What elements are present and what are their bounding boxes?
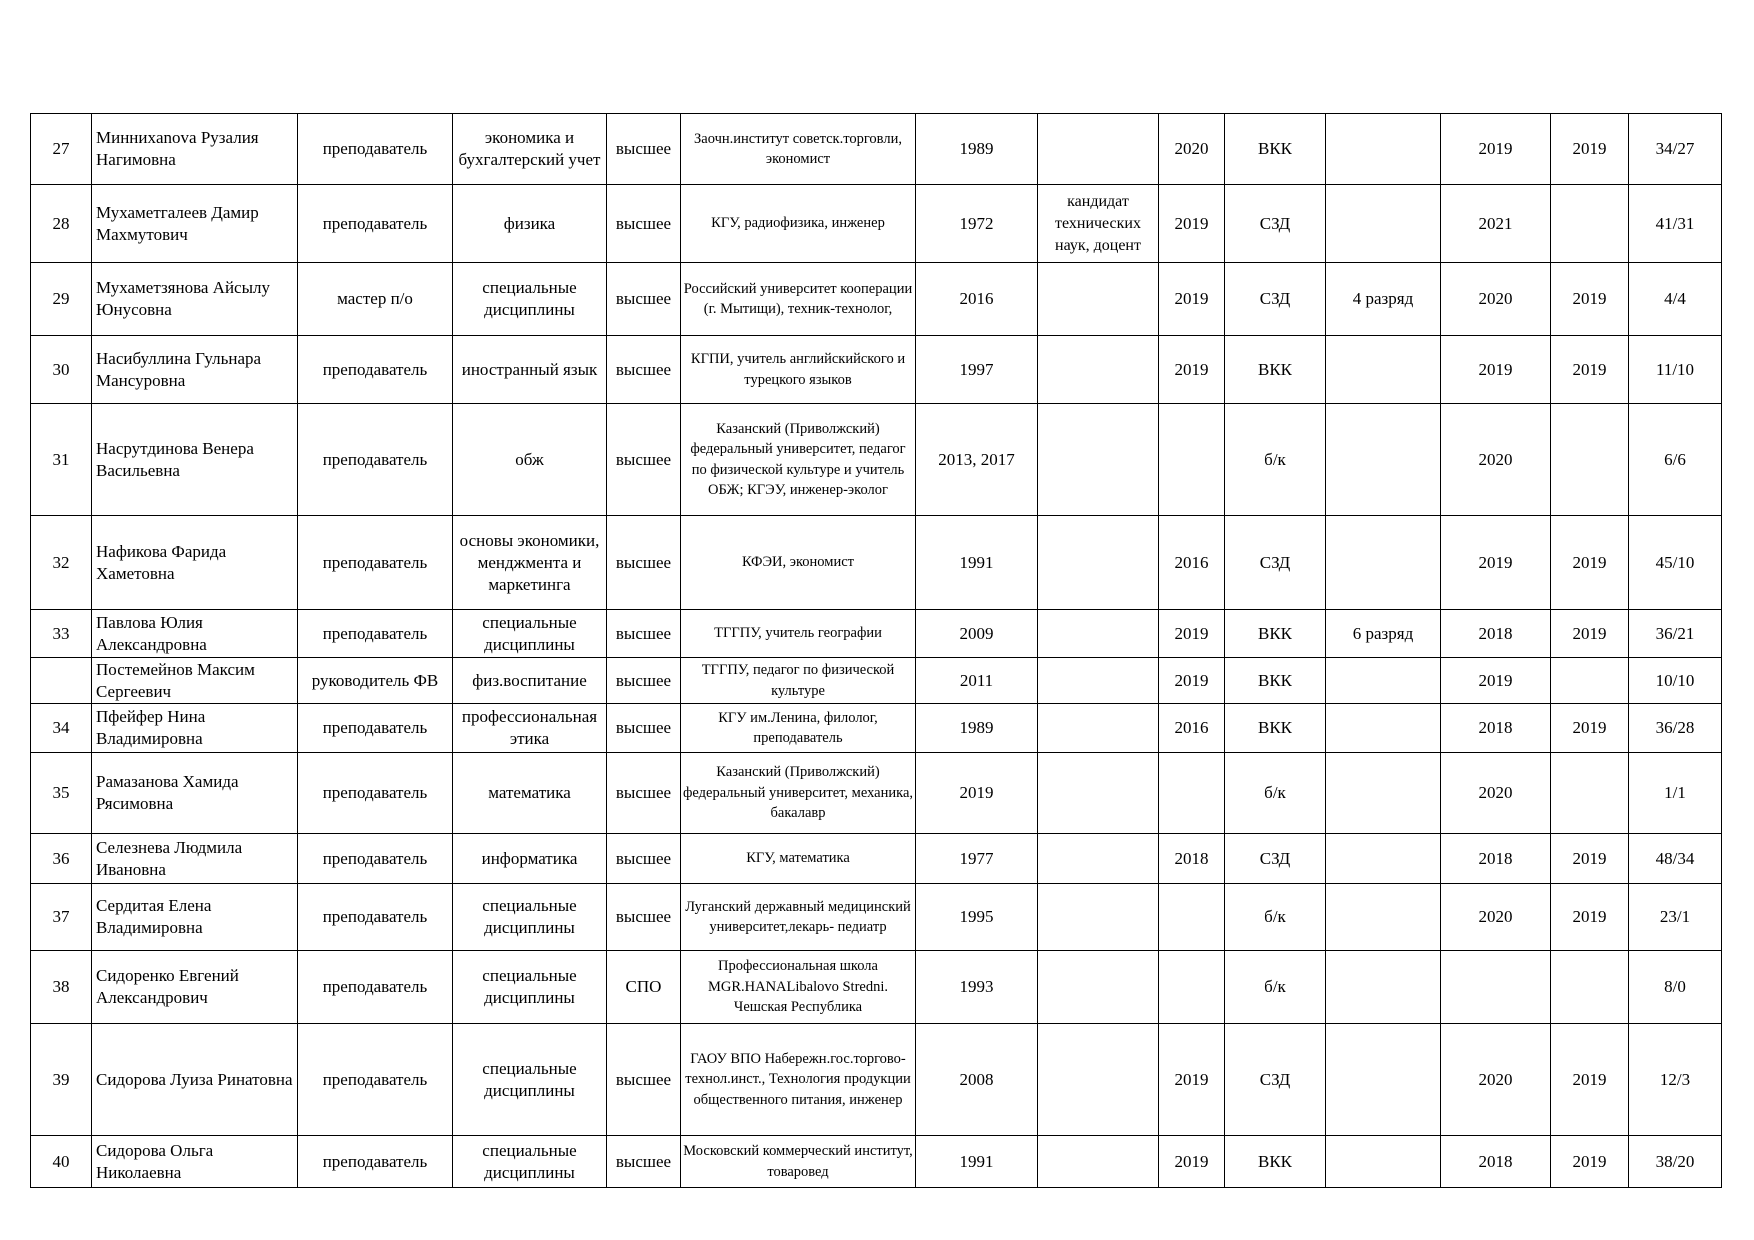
- category-year-cell: 2019: [1159, 185, 1225, 263]
- table-row: [31, 658, 1722, 704]
- training-year-cell: 2018: [1441, 834, 1551, 884]
- row-number-cell: 32: [31, 516, 92, 610]
- education-level-cell: высшее: [607, 1024, 681, 1136]
- position-cell: преподаватель: [298, 834, 453, 884]
- experience-cell: 38/20: [1629, 1136, 1722, 1188]
- graduation-year-cell: 1993: [916, 951, 1038, 1024]
- graduation-year-cell: 1997: [916, 336, 1038, 404]
- institution-cell: КГУ им.Ленина, филолог, преподаватель: [681, 704, 916, 753]
- position-cell: преподаватель: [298, 610, 453, 658]
- experience-cell: 11/10: [1629, 336, 1722, 404]
- rank-cell: [1326, 884, 1441, 951]
- internship-year-cell: 2019: [1551, 1024, 1629, 1136]
- position-cell: преподаватель: [298, 884, 453, 951]
- rank-cell: [1326, 658, 1441, 704]
- table-row: [31, 753, 1722, 834]
- qualification-category-cell: ВКК: [1225, 704, 1326, 753]
- education-level-cell: высшее: [607, 658, 681, 704]
- rank-cell: [1326, 185, 1441, 263]
- rank-cell: [1326, 753, 1441, 834]
- institution-cell: КГУ, радиофизика, инженер: [681, 185, 916, 263]
- subject-cell: иностранный язык: [453, 336, 607, 404]
- row-number-cell: 31: [31, 404, 92, 516]
- position-cell: мастер п/о: [298, 263, 453, 336]
- row-number-cell: 36: [31, 834, 92, 884]
- qualification-category-cell: ВКК: [1225, 610, 1326, 658]
- internship-year-cell: 2019: [1551, 114, 1629, 185]
- table-row: [31, 114, 1722, 185]
- qualification-category-cell: СЗД: [1225, 1024, 1326, 1136]
- education-level-cell: высшее: [607, 884, 681, 951]
- subject-cell: физика: [453, 185, 607, 263]
- experience-cell: 45/10: [1629, 516, 1722, 610]
- institution-cell: Московский коммерческий институт, товаровед: [681, 1136, 916, 1188]
- table-row: [31, 834, 1722, 884]
- teacher-name-cell: Сердитая Елена Владимировна: [92, 884, 298, 951]
- row-number-cell: 27: [31, 114, 92, 185]
- position-cell: преподаватель: [298, 404, 453, 516]
- subject-cell: обж: [453, 404, 607, 516]
- education-level-cell: высшее: [607, 753, 681, 834]
- graduation-year-cell: 1989: [916, 114, 1038, 185]
- row-number-cell: [31, 658, 92, 704]
- table-row: [31, 884, 1722, 951]
- institution-cell: Луганский державный медицинский университет,лекарь- педиатр: [681, 884, 916, 951]
- internship-year-cell: 2019: [1551, 516, 1629, 610]
- row-number-cell: 34: [31, 704, 92, 753]
- qualification-category-cell: ВКК: [1225, 114, 1326, 185]
- graduation-year-cell: 2019: [916, 753, 1038, 834]
- teacher-name-cell: Насрутдинова Венера Васильевна: [92, 404, 298, 516]
- institution-cell: КГПИ, учитель английскийского и турецкого языков: [681, 336, 916, 404]
- qualification-category-cell: б/к: [1225, 404, 1326, 516]
- education-level-cell: СПО: [607, 951, 681, 1024]
- institution-cell: ТГГПУ, педагог по физической культуре: [681, 658, 916, 704]
- position-cell: руководитель ФВ: [298, 658, 453, 704]
- teacher-name-cell: Мухаметзянова Айсылу Юнусовна: [92, 263, 298, 336]
- table-row: [31, 610, 1722, 658]
- training-year-cell: 2020: [1441, 263, 1551, 336]
- graduation-year-cell: 2008: [916, 1024, 1038, 1136]
- institution-cell: ГАОУ ВПО Набережн.гос.торгово-технол.инст., Технология продукции общественного питания, инженер: [681, 1024, 916, 1136]
- training-year-cell: 2020: [1441, 1024, 1551, 1136]
- experience-cell: 34/27: [1629, 114, 1722, 185]
- category-year-cell: 2019: [1159, 336, 1225, 404]
- internship-year-cell: [1551, 951, 1629, 1024]
- subject-cell: специальные дисциплины: [453, 610, 607, 658]
- experience-cell: 4/4: [1629, 263, 1722, 336]
- rank-cell: [1326, 834, 1441, 884]
- graduation-year-cell: 1995: [916, 884, 1038, 951]
- training-year-cell: 2019: [1441, 336, 1551, 404]
- row-number-cell: 37: [31, 884, 92, 951]
- education-level-cell: высшее: [607, 834, 681, 884]
- qualification-category-cell: ВКК: [1225, 658, 1326, 704]
- internship-year-cell: 2019: [1551, 834, 1629, 884]
- experience-cell: 10/10: [1629, 658, 1722, 704]
- rank-cell: [1326, 951, 1441, 1024]
- row-number-cell: 38: [31, 951, 92, 1024]
- teacher-name-cell: Нафикова Фарида Хаметовна: [92, 516, 298, 610]
- training-year-cell: 2019: [1441, 114, 1551, 185]
- education-level-cell: высшее: [607, 114, 681, 185]
- institution-cell: Российский университет кооперации (г. Мытищи), техник-технолог,: [681, 263, 916, 336]
- experience-cell: 36/28: [1629, 704, 1722, 753]
- institution-cell: ТГГПУ, учитель географии: [681, 610, 916, 658]
- rank-cell: 6 разряд: [1326, 610, 1441, 658]
- academic-degree-cell: [1038, 1136, 1159, 1188]
- subject-cell: специальные дисциплины: [453, 1024, 607, 1136]
- graduation-year-cell: 2009: [916, 610, 1038, 658]
- graduation-year-cell: 1991: [916, 1136, 1038, 1188]
- row-number-cell: 35: [31, 753, 92, 834]
- teacher-name-cell: Сидоренко Евгений Александрович: [92, 951, 298, 1024]
- internship-year-cell: 2019: [1551, 263, 1629, 336]
- institution-cell: Профессиональная школа MGR.HANALibalovo Stredni. Чешская Республика: [681, 951, 916, 1024]
- category-year-cell: [1159, 404, 1225, 516]
- internship-year-cell: [1551, 404, 1629, 516]
- position-cell: преподаватель: [298, 753, 453, 834]
- internship-year-cell: 2019: [1551, 610, 1629, 658]
- education-level-cell: высшее: [607, 336, 681, 404]
- subject-cell: специальные дисциплины: [453, 951, 607, 1024]
- academic-degree-cell: [1038, 114, 1159, 185]
- institution-cell: Казанский (Приволжский) федеральный университет, педагог по физической культуре и учитель ОБЖ; КГЭУ, инженер-эколог: [681, 404, 916, 516]
- academic-degree-cell: [1038, 658, 1159, 704]
- academic-degree-cell: [1038, 263, 1159, 336]
- position-cell: преподаватель: [298, 1024, 453, 1136]
- qualification-category-cell: б/к: [1225, 884, 1326, 951]
- teacher-name-cell: Пфейфер Нина Владимировна: [92, 704, 298, 753]
- position-cell: преподаватель: [298, 516, 453, 610]
- academic-degree-cell: [1038, 404, 1159, 516]
- experience-cell: 41/31: [1629, 185, 1722, 263]
- table-row: [31, 404, 1722, 516]
- table-row: [31, 1136, 1722, 1188]
- training-year-cell: 2020: [1441, 404, 1551, 516]
- training-year-cell: 2019: [1441, 658, 1551, 704]
- education-level-cell: высшее: [607, 185, 681, 263]
- subject-cell: информатика: [453, 834, 607, 884]
- row-number-cell: 30: [31, 336, 92, 404]
- category-year-cell: 2019: [1159, 263, 1225, 336]
- experience-cell: 6/6: [1629, 404, 1722, 516]
- subject-cell: математика: [453, 753, 607, 834]
- qualification-category-cell: ВКК: [1225, 336, 1326, 404]
- subject-cell: физ.воспитание: [453, 658, 607, 704]
- position-cell: преподаватель: [298, 114, 453, 185]
- education-level-cell: высшее: [607, 516, 681, 610]
- rank-cell: [1326, 404, 1441, 516]
- academic-degree-cell: [1038, 834, 1159, 884]
- internship-year-cell: [1551, 185, 1629, 263]
- teacher-name-cell: Сидорова Луиза Ринатовна: [92, 1024, 298, 1136]
- subject-cell: основы экономики, менджмента и маркетинга: [453, 516, 607, 610]
- table-row: [31, 516, 1722, 610]
- teacher-name-cell: Павлова Юлия Александровна: [92, 610, 298, 658]
- qualification-category-cell: СЗД: [1225, 516, 1326, 610]
- teacher-name-cell: Мухаметгалеев Дамир Махмутович: [92, 185, 298, 263]
- academic-degree-cell: [1038, 884, 1159, 951]
- graduation-year-cell: 1989: [916, 704, 1038, 753]
- qualification-category-cell: ВКК: [1225, 1136, 1326, 1188]
- subject-cell: специальные дисциплины: [453, 263, 607, 336]
- rank-cell: [1326, 704, 1441, 753]
- table-row: [31, 1024, 1722, 1136]
- staff-table: [30, 113, 1722, 1188]
- category-year-cell: [1159, 884, 1225, 951]
- subject-cell: специальные дисциплины: [453, 1136, 607, 1188]
- position-cell: преподаватель: [298, 1136, 453, 1188]
- position-cell: преподаватель: [298, 185, 453, 263]
- position-cell: преподаватель: [298, 704, 453, 753]
- teacher-name-cell: Насибуллина Гульнара Мансуровна: [92, 336, 298, 404]
- education-level-cell: высшее: [607, 704, 681, 753]
- category-year-cell: 2020: [1159, 114, 1225, 185]
- qualification-category-cell: СЗД: [1225, 834, 1326, 884]
- table-row: [31, 185, 1722, 263]
- training-year-cell: 2018: [1441, 704, 1551, 753]
- row-number-cell: 33: [31, 610, 92, 658]
- table-row: [31, 336, 1722, 404]
- category-year-cell: 2019: [1159, 658, 1225, 704]
- row-number-cell: 29: [31, 263, 92, 336]
- teacher-name-cell: Селезнева Людмила Ивановна: [92, 834, 298, 884]
- internship-year-cell: 2019: [1551, 336, 1629, 404]
- table-row: [31, 951, 1722, 1024]
- experience-cell: 23/1: [1629, 884, 1722, 951]
- experience-cell: 8/0: [1629, 951, 1722, 1024]
- training-year-cell: 2020: [1441, 753, 1551, 834]
- education-level-cell: высшее: [607, 1136, 681, 1188]
- institution-cell: Казанский (Приволжский) федеральный университет, механика, бакалавр: [681, 753, 916, 834]
- internship-year-cell: 2019: [1551, 884, 1629, 951]
- category-year-cell: 2019: [1159, 1024, 1225, 1136]
- graduation-year-cell: 1991: [916, 516, 1038, 610]
- academic-degree-cell: кандидат технических наук, доцент: [1038, 185, 1159, 263]
- category-year-cell: 2019: [1159, 610, 1225, 658]
- graduation-year-cell: 2016: [916, 263, 1038, 336]
- institution-cell: Заочн.институт советск.торговли, экономист: [681, 114, 916, 185]
- rank-cell: [1326, 1136, 1441, 1188]
- category-year-cell: 2019: [1159, 1136, 1225, 1188]
- education-level-cell: высшее: [607, 404, 681, 516]
- experience-cell: 36/21: [1629, 610, 1722, 658]
- experience-cell: 12/3: [1629, 1024, 1722, 1136]
- table-row: [31, 263, 1722, 336]
- graduation-year-cell: 1972: [916, 185, 1038, 263]
- internship-year-cell: 2019: [1551, 1136, 1629, 1188]
- training-year-cell: 2019: [1441, 516, 1551, 610]
- internship-year-cell: [1551, 658, 1629, 704]
- row-number-cell: 40: [31, 1136, 92, 1188]
- academic-degree-cell: [1038, 1024, 1159, 1136]
- experience-cell: 48/34: [1629, 834, 1722, 884]
- graduation-year-cell: 2013, 2017: [916, 404, 1038, 516]
- position-cell: преподаватель: [298, 336, 453, 404]
- rank-cell: [1326, 1024, 1441, 1136]
- teacher-name-cell: Миннихanova Рузалия Нагимовна: [92, 114, 298, 185]
- training-year-cell: 2021: [1441, 185, 1551, 263]
- position-cell: преподаватель: [298, 951, 453, 1024]
- rank-cell: [1326, 516, 1441, 610]
- academic-degree-cell: [1038, 704, 1159, 753]
- category-year-cell: 2016: [1159, 516, 1225, 610]
- teacher-name-cell: Постемейнов Максим Сергеевич: [92, 658, 298, 704]
- academic-degree-cell: [1038, 951, 1159, 1024]
- education-level-cell: высшее: [607, 263, 681, 336]
- teacher-name-cell: Сидорова Ольга Николаевна: [92, 1136, 298, 1188]
- academic-degree-cell: [1038, 610, 1159, 658]
- qualification-category-cell: СЗД: [1225, 263, 1326, 336]
- academic-degree-cell: [1038, 753, 1159, 834]
- subject-cell: специальные дисциплины: [453, 884, 607, 951]
- internship-year-cell: 2019: [1551, 704, 1629, 753]
- qualification-category-cell: б/к: [1225, 951, 1326, 1024]
- rank-cell: [1326, 336, 1441, 404]
- rank-cell: 4 разряд: [1326, 263, 1441, 336]
- subject-cell: профессиональная этика: [453, 704, 607, 753]
- row-number-cell: 39: [31, 1024, 92, 1136]
- training-year-cell: 2018: [1441, 1136, 1551, 1188]
- training-year-cell: 2020: [1441, 884, 1551, 951]
- table-row: [31, 704, 1722, 753]
- category-year-cell: [1159, 951, 1225, 1024]
- qualification-category-cell: СЗД: [1225, 185, 1326, 263]
- rank-cell: [1326, 114, 1441, 185]
- graduation-year-cell: 1977: [916, 834, 1038, 884]
- education-level-cell: высшее: [607, 610, 681, 658]
- category-year-cell: 2016: [1159, 704, 1225, 753]
- institution-cell: КФЭИ, экономист: [681, 516, 916, 610]
- category-year-cell: [1159, 753, 1225, 834]
- subject-cell: экономика и бухгалтерский учет: [453, 114, 607, 185]
- internship-year-cell: [1551, 753, 1629, 834]
- academic-degree-cell: [1038, 336, 1159, 404]
- graduation-year-cell: 2011: [916, 658, 1038, 704]
- institution-cell: КГУ, математика: [681, 834, 916, 884]
- teacher-name-cell: Рамазанова Хамида Рясимовна: [92, 753, 298, 834]
- category-year-cell: 2018: [1159, 834, 1225, 884]
- experience-cell: 1/1: [1629, 753, 1722, 834]
- training-year-cell: [1441, 951, 1551, 1024]
- row-number-cell: 28: [31, 185, 92, 263]
- qualification-category-cell: б/к: [1225, 753, 1326, 834]
- training-year-cell: 2018: [1441, 610, 1551, 658]
- academic-degree-cell: [1038, 516, 1159, 610]
